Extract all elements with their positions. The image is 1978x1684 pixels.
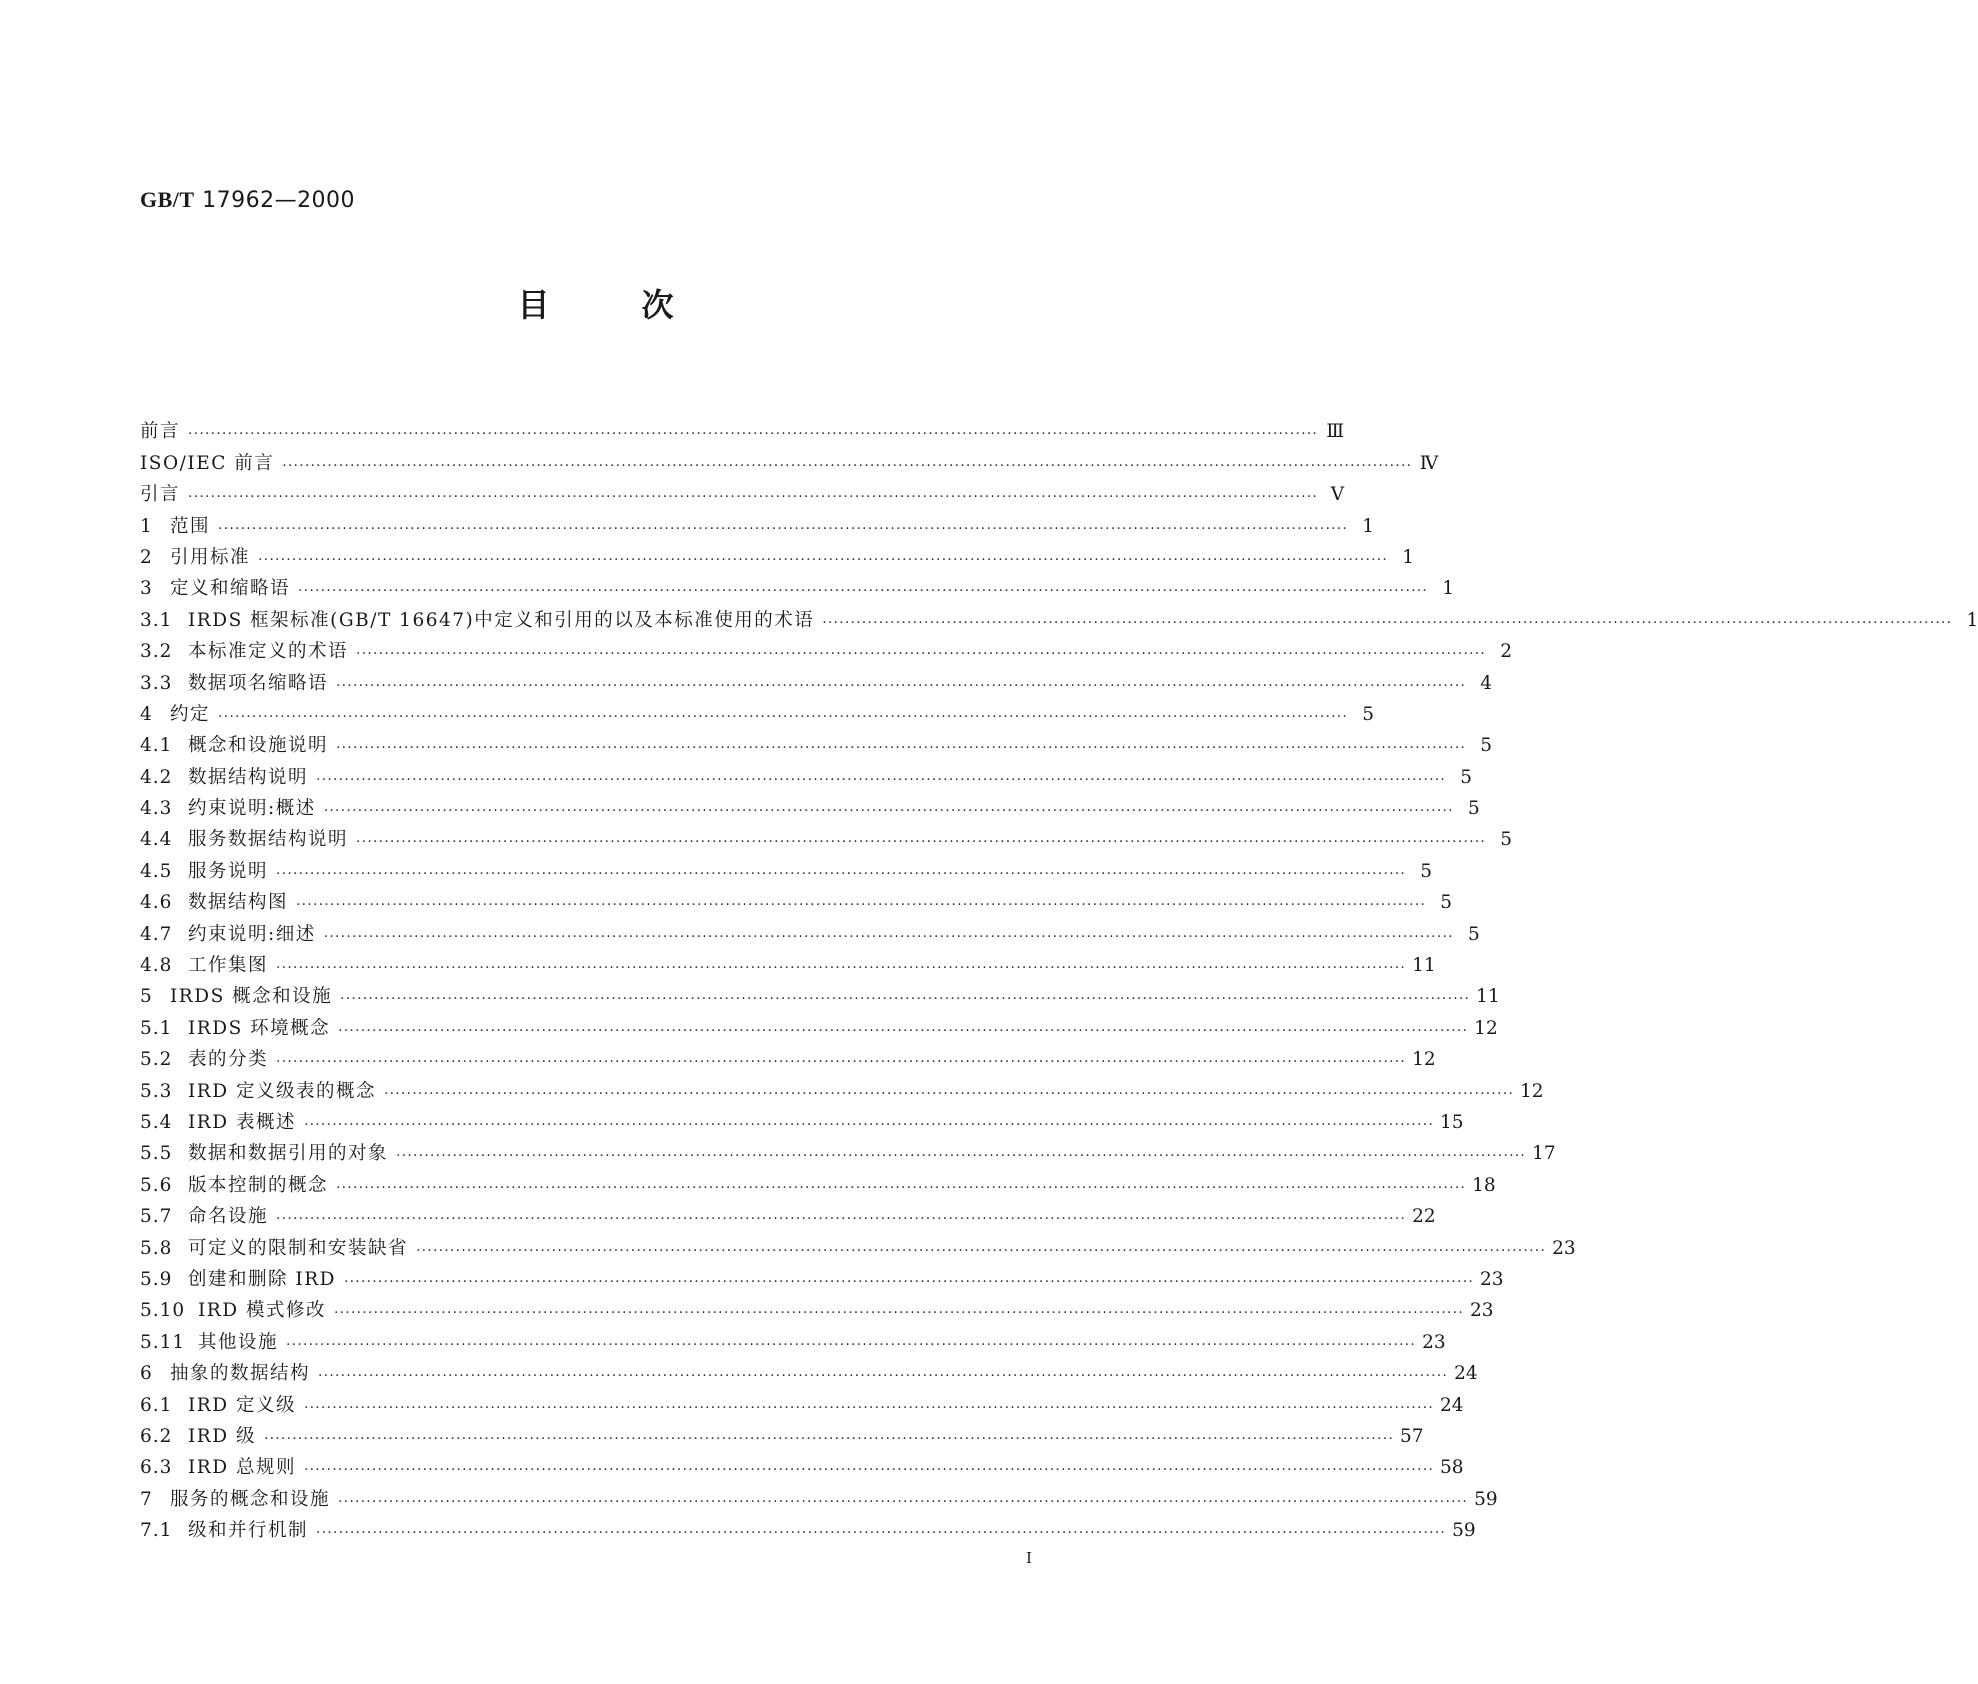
toc-entry-page: 12 [1520, 1080, 1544, 1102]
toc-entry-title: 抽象的数据结构 [170, 1363, 311, 1385]
dot-leader: ········································································································································································································ [282, 457, 1413, 474]
toc-entry-title: 数据项名缩略语 [188, 672, 329, 694]
toc-entry[interactable] [140, 727, 1493, 758]
dot-leader: ········································································································································································································ [336, 1179, 1467, 1196]
toc-entry[interactable] [140, 790, 1480, 821]
dot-leader: ········································································································································································································ [333, 1305, 1464, 1322]
toc-entry-number: 4.3 [140, 798, 173, 820]
toc-entry[interactable] [140, 821, 1513, 852]
dot-leader: ········································································································································································································ [218, 708, 1349, 725]
toc-entry-page: 17 [1532, 1143, 1556, 1165]
toc-entry[interactable] [140, 1512, 1476, 1543]
toc-entry-page: 1 [1966, 609, 1978, 631]
toc-entry[interactable] [140, 1418, 1424, 1449]
page-number: I [1026, 1549, 1032, 1567]
toc-entry[interactable] [140, 1166, 1496, 1197]
toc-entry-number: 1 [140, 515, 153, 537]
toc-entry-number: 3 [140, 578, 153, 600]
toc-entry-number: 3.1 [140, 609, 173, 631]
toc-entry-title: IRDS 框架标准(GB/T 16647)中定义和引用的以及本标准使用的术语 [188, 609, 815, 631]
toc-entry-page: 5 [1460, 766, 1473, 788]
toc-entry-title: 范围 [170, 515, 211, 537]
toc-entry-number: 5.2 [140, 1049, 173, 1071]
page-title [0, 280, 1191, 326]
toc-entry-page: 4 [1480, 672, 1493, 694]
toc-entry-number: 3.2 [140, 641, 173, 663]
dot-leader: ········································································································································································································ [338, 1493, 1469, 1510]
toc-entry-number: 6 [140, 1363, 153, 1385]
dot-leader: ········································································································································································································ [298, 583, 1429, 600]
toc-entry-number: 5.10 [140, 1300, 186, 1322]
dot-leader: ········································································································································································································ [263, 1430, 1394, 1447]
toc-entry-title: 前言 [140, 421, 181, 443]
dot-leader: ········································································································································································································ [396, 1148, 1527, 1165]
toc-entry-page: Ⅳ [1419, 452, 1439, 474]
dot-leader: ········································································································································································································ [340, 991, 1471, 1008]
toc-entry-page: 57 [1400, 1425, 1424, 1447]
standard-code [140, 187, 355, 213]
toc-entry-page: Ⅴ [1330, 484, 1345, 506]
toc-entry-title: 数据结构图 [188, 892, 289, 914]
toc-entry-title: 数据结构说明 [188, 766, 309, 788]
toc-entry[interactable] [140, 1229, 1576, 1260]
toc-entry-page: 24 [1454, 1363, 1478, 1385]
toc-entry-page: 18 [1472, 1174, 1496, 1196]
toc-entry-page: 1 [1402, 546, 1415, 568]
toc-entry-number: 2 [140, 546, 153, 568]
dot-leader: ········································································································································································································ [316, 771, 1447, 788]
toc-entry-title: IRD 总规则 [188, 1457, 296, 1479]
toc-entry-title: 工作集图 [188, 955, 269, 977]
toc-entry[interactable] [140, 915, 1480, 946]
toc-entry-number: 4.1 [140, 735, 173, 757]
dot-leader: ········································································································································································································ [276, 1054, 1407, 1071]
dot-leader: ········································································································································································································ [416, 1242, 1547, 1259]
toc-entry-page: 2 [1500, 641, 1513, 663]
toc-entry-number: 5.4 [140, 1111, 173, 1133]
toc-entry-number: 4 [140, 703, 153, 725]
toc-entry-page: 23 [1552, 1237, 1576, 1259]
toc-entry-number: 5.3 [140, 1080, 173, 1102]
toc-entry-number: 4.5 [140, 860, 173, 882]
toc-entry-number: 5.5 [140, 1143, 173, 1165]
toc-entry[interactable] [140, 1135, 1556, 1166]
toc-entry-page: Ⅲ [1326, 421, 1345, 443]
dot-leader: ········································································································································································································ [338, 1022, 1469, 1039]
toc-entry[interactable] [140, 444, 1439, 475]
toc-entry-title: 可定义的限制和安装缺省 [188, 1237, 409, 1259]
dot-leader: ········································································································································································································ [276, 960, 1407, 977]
dot-leader: ········································································································································································································ [316, 1525, 1447, 1542]
toc-entry-number: 4.4 [140, 829, 173, 851]
dot-leader: ········································································································································································································ [296, 897, 1427, 914]
toc-entry-page: 5 [1468, 798, 1480, 820]
toc-entry-number: 5.9 [140, 1268, 173, 1290]
toc-entry-title: 引用标准 [170, 546, 251, 568]
dot-leader: ········································································································································································································ [318, 1368, 1449, 1385]
toc-entry[interactable] [140, 1480, 1498, 1511]
toc-entry-number: 5.6 [140, 1174, 173, 1196]
title-char-2: 次 [641, 286, 674, 324]
toc-entry[interactable] [140, 664, 1493, 695]
toc-entry-number: 6.2 [140, 1425, 173, 1447]
toc-entry-page: 59 [1452, 1520, 1476, 1542]
toc-entry-page: 5 [1468, 923, 1480, 945]
toc-entry-page: 5 [1420, 860, 1433, 882]
toc-entry[interactable] [140, 1198, 1436, 1229]
toc-entry-number: 5 [140, 986, 153, 1008]
toc-entry[interactable] [140, 1009, 1498, 1040]
toc-entry-number: 6.3 [140, 1457, 173, 1479]
dot-leader: ········································································································································································································ [303, 1399, 1434, 1416]
toc-entry[interactable] [140, 1386, 1464, 1417]
toc-entry-title: 服务的概念和设施 [170, 1488, 331, 1510]
toc-entry-title: 命名设施 [188, 1206, 269, 1228]
toc-entry-title: 其他设施 [198, 1331, 279, 1353]
toc-entry-number: 4.2 [140, 766, 173, 788]
standard-number: 17962—2000 [202, 188, 356, 213]
toc-entry-title: IRD 表概述 [188, 1111, 296, 1133]
dot-leader: ········································································································································································································ [276, 865, 1407, 882]
toc-entry-title: 约定 [170, 703, 211, 725]
table-of-contents [140, 413, 1978, 1543]
toc-entry-number: 5.11 [140, 1331, 186, 1353]
toc-entry-number: 4.6 [140, 892, 173, 914]
toc-entry-page: 5 [1480, 735, 1493, 757]
toc-entry[interactable] [140, 601, 1978, 632]
toc-entry-page: 1 [1442, 578, 1455, 600]
dot-leader: ········································································································································································································ [276, 1211, 1407, 1228]
dot-leader: ········································································································································································································ [336, 740, 1467, 757]
toc-entry-page: 5 [1440, 892, 1453, 914]
toc-entry-title: 定义和缩略语 [170, 578, 291, 600]
toc-entry-page: 23 [1480, 1268, 1504, 1290]
toc-entry-number: 4.8 [140, 955, 173, 977]
toc-entry-number: 5.8 [140, 1237, 173, 1259]
dot-leader: ········································································································································································································ [303, 1462, 1434, 1479]
dot-leader: ········································································································································································································ [356, 646, 1487, 663]
toc-entry-title: 约束说明:细述 [188, 923, 316, 945]
toc-entry-title: 数据和数据引用的对象 [188, 1143, 389, 1165]
toc-entry[interactable] [140, 1449, 1464, 1480]
toc-entry[interactable] [140, 633, 1513, 664]
toc-entry-page: 1 [1362, 515, 1375, 537]
standard-prefix: GB/T [140, 187, 195, 212]
toc-entry-page: 23 [1422, 1331, 1446, 1353]
toc-entry[interactable] [140, 1355, 1478, 1386]
toc-entry-page: 24 [1440, 1394, 1464, 1416]
toc-entry-number: 7 [140, 1488, 153, 1510]
toc-entry[interactable] [140, 413, 1345, 444]
toc-entry-page: 23 [1470, 1300, 1494, 1322]
toc-entry-title: IRDS 概念和设施 [170, 986, 333, 1008]
toc-entry[interactable] [140, 1072, 1544, 1103]
toc-entry[interactable] [140, 1292, 1494, 1323]
toc-entry[interactable] [140, 696, 1375, 727]
toc-entry[interactable] [140, 1261, 1504, 1292]
toc-entry-title: 概念和设施说明 [188, 735, 329, 757]
toc-entry-page: 12 [1474, 1017, 1498, 1039]
toc-entry-title: IRD 定义级表的概念 [188, 1080, 376, 1102]
toc-entry[interactable] [140, 507, 1375, 538]
toc-entry[interactable] [140, 852, 1433, 883]
toc-entry-title: 版本控制的概念 [188, 1174, 329, 1196]
toc-entry-title: 服务数据结构说明 [188, 829, 349, 851]
dot-leader: ········································································································································································································ [303, 1116, 1434, 1133]
dot-leader: ········································································································································································································ [383, 1085, 1514, 1102]
dot-leader: ········································································································································································································ [258, 551, 1389, 568]
dot-leader: ········································································································································································································ [188, 426, 1319, 443]
toc-entry-page: 11 [1412, 955, 1436, 977]
dot-leader: ········································································································································································································ [323, 928, 1454, 945]
title-char-1: 目 [517, 286, 550, 324]
toc-entry-title: ISO/IEC 前言 [140, 452, 275, 474]
toc-entry-page: 15 [1440, 1111, 1464, 1133]
toc-entry[interactable] [140, 947, 1436, 978]
toc-entry[interactable] [140, 1041, 1436, 1072]
toc-entry[interactable] [140, 1104, 1464, 1135]
toc-entry[interactable] [140, 978, 1500, 1009]
toc-entry[interactable] [140, 570, 1455, 601]
toc-entry-title: 约束说明:概述 [188, 798, 316, 820]
toc-entry[interactable] [140, 539, 1415, 570]
toc-entry-title: 创建和删除 IRD [188, 1268, 336, 1290]
dot-leader: ········································································································································································································ [343, 1273, 1474, 1290]
toc-entry-title: 级和并行机制 [188, 1520, 309, 1542]
toc-entry-title: IRD 定义级 [188, 1394, 296, 1416]
toc-entry-page: 12 [1412, 1049, 1436, 1071]
dot-leader: ········································································································································································································ [323, 803, 1454, 820]
toc-entry-number: 3.3 [140, 672, 173, 694]
toc-entry-title: 引言 [140, 484, 181, 506]
toc-entry[interactable] [140, 476, 1345, 507]
toc-entry-page: 11 [1476, 986, 1500, 1008]
toc-entry-page: 59 [1474, 1488, 1498, 1510]
toc-entry-number: 7.1 [140, 1520, 173, 1542]
toc-entry-title: 本标准定义的术语 [188, 641, 349, 663]
dot-leader: ········································································································································································································ [822, 614, 1953, 631]
toc-entry-number: 4.7 [140, 923, 173, 945]
dot-leader: ········································································································································································································ [286, 1336, 1417, 1353]
toc-entry-number: 5.1 [140, 1017, 173, 1039]
toc-entry[interactable] [140, 1323, 1446, 1354]
dot-leader: ········································································································································································································ [188, 489, 1319, 506]
toc-entry-page: 5 [1500, 829, 1513, 851]
toc-entry-page: 22 [1412, 1206, 1436, 1228]
toc-entry-page: 5 [1362, 703, 1375, 725]
toc-entry[interactable] [140, 758, 1473, 789]
toc-entry[interactable] [140, 884, 1453, 915]
toc-entry-title: IRD 级 [188, 1425, 256, 1447]
dot-leader: ········································································································································································································ [218, 520, 1349, 537]
dot-leader: ········································································································································································································ [336, 677, 1467, 694]
toc-entry-title: IRDS 环境概念 [188, 1017, 331, 1039]
toc-entry-title: 表的分类 [188, 1049, 269, 1071]
toc-entry-title: 服务说明 [188, 860, 269, 882]
dot-leader: ········································································································································································································ [356, 834, 1487, 851]
toc-entry-page: 58 [1440, 1457, 1464, 1479]
toc-entry-number: 5.7 [140, 1206, 173, 1228]
toc-entry-title: IRD 模式修改 [198, 1300, 326, 1322]
toc-entry-number: 6.1 [140, 1394, 173, 1416]
